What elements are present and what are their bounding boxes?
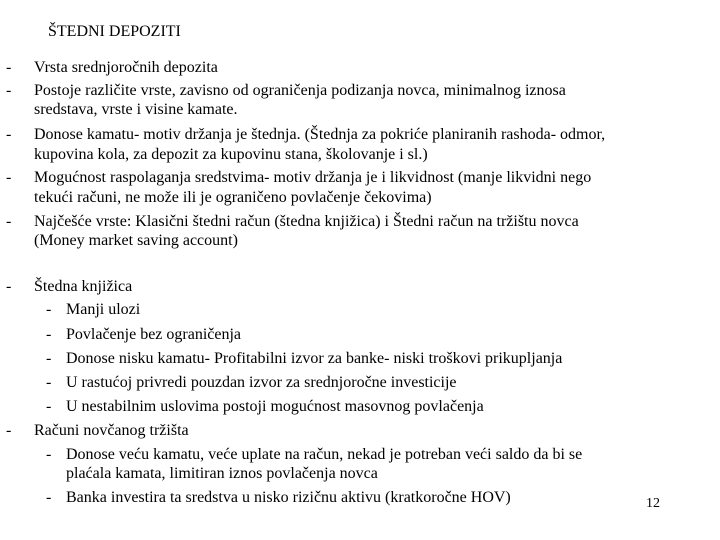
sub-bullet-dash: - [46, 301, 52, 318]
list-item-line: (Money market saving account) [34, 232, 238, 249]
list-item-line: Mogućnost raspolaganja sredstvima- motiv držanja je i likvidnost (manje likvidni nego [34, 169, 592, 186]
sub-list-item: plaćala kamata, limitiran iznos povlačenja novca [66, 465, 378, 482]
bullet-dash: - [6, 169, 12, 186]
sub-bullet-dash: - [46, 326, 52, 343]
sub-bullet-dash: - [46, 446, 52, 463]
bullet-dash: - [6, 82, 12, 99]
list-item-label: Računi novčanog tržišta [34, 422, 189, 439]
sub-list-item: Povlačenje bez ograničenja [66, 326, 242, 343]
sub-list-item: Manji ulozi [66, 301, 141, 318]
sub-list-item: Banka investira ta sredstva u nisko rizičnu aktivu (kratkoročne HOV) [66, 489, 511, 506]
sub-bullet-dash: - [46, 398, 52, 415]
list-item-label: Štedna knjižica [34, 278, 133, 295]
list-item-line: Najčešće vrste: Klasični štedni račun (štedna knjižica) i Štedni račun na tržištu novca [34, 213, 579, 230]
bullet-dash: - [6, 278, 12, 295]
bullet-dash: - [6, 126, 12, 143]
sub-bullet-dash: - [46, 489, 52, 506]
list-item-line: Postoje različite vrste, zavisno od ograničenja podizanja novca, minimalnog iznosa [34, 82, 566, 99]
sub-list-item: U rastućoj privredi pouzdan izvor za srednjoročne investicije [66, 374, 457, 391]
page-number: 12 [646, 496, 660, 511]
bullet-dash: - [6, 59, 12, 76]
sub-bullet-dash: - [46, 374, 52, 391]
list-item-line: Vrsta srednjoročnih depozita [34, 59, 218, 76]
list-item-line: tekući računi, ne može ili je ograničeno povlačenje čekovima) [34, 189, 432, 206]
sub-bullet-dash: - [46, 350, 52, 367]
list-item-line: kupovina kola, za depozit za kupovinu stana, školovanje i sl.) [34, 146, 428, 163]
sub-list-item: Donose nisku kamatu- Profitabilni izvor za banke- niski troškovi prikupljanja [66, 350, 563, 367]
bullet-dash: - [6, 422, 12, 439]
list-item-line: sredstava, vrste i visine kamate. [34, 101, 238, 118]
sub-list-item: U nestabilnim uslovima postoji mogućnost masovnog povlačenja [66, 398, 484, 415]
page-title: ŠTEDNI DEPOZITI [48, 23, 181, 40]
list-item-line: Donose kamatu- motiv držanja je štednja. (Štednja za pokriće planiranih rashoda- odmor, [34, 126, 606, 143]
bullet-dash: - [6, 213, 12, 230]
sub-list-item: Donose veću kamatu, veće uplate na račun, nekad je potreban veći saldo da bi se [66, 446, 583, 463]
